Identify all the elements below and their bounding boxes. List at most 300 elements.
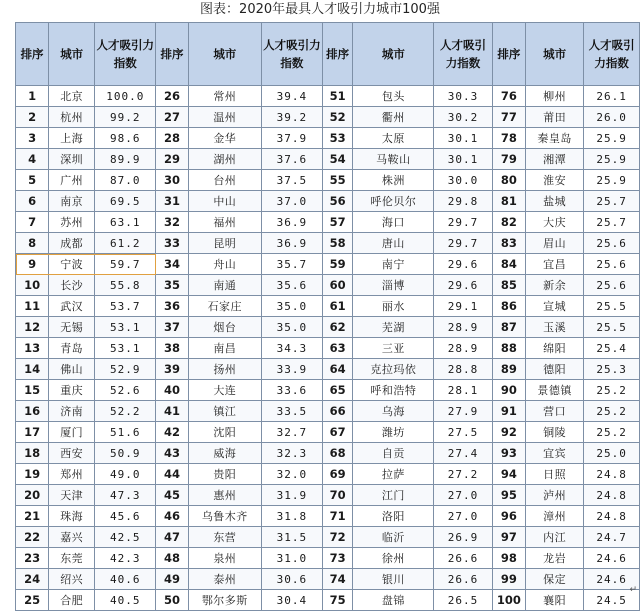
- city-cell: 西安: [49, 443, 95, 464]
- index-cell: 25.5: [584, 296, 640, 317]
- index-cell: 42.3: [95, 548, 156, 569]
- city-cell: 泸州: [526, 485, 584, 506]
- table-row: [16, 422, 640, 443]
- index-cell: 30.3: [434, 86, 492, 107]
- index-cell: 27.9: [434, 401, 492, 422]
- table-row: [16, 254, 640, 275]
- index-cell: 33.6: [261, 380, 322, 401]
- rank-cell: 74: [322, 569, 353, 590]
- index-cell: 30.4: [261, 590, 322, 611]
- city-cell: 威海: [188, 443, 261, 464]
- rank-cell: 94: [492, 464, 526, 485]
- city-cell: 南通: [188, 275, 261, 296]
- city-cell: 绵阳: [526, 338, 584, 359]
- rank-cell: 80: [492, 170, 526, 191]
- rank-cell: 95: [492, 485, 526, 506]
- rank-cell: 7: [16, 212, 49, 233]
- rank-cell: 40: [156, 380, 188, 401]
- rank-cell: 6: [16, 191, 49, 212]
- rank-cell: 82: [492, 212, 526, 233]
- index-cell: 39.4: [261, 86, 322, 107]
- city-cell: 宜昌: [526, 254, 584, 275]
- table-row: [16, 275, 640, 296]
- rank-cell: 89: [492, 359, 526, 380]
- header-index: 人才吸引力指数: [261, 23, 322, 86]
- index-cell: 31.9: [261, 485, 322, 506]
- rank-cell: 17: [16, 422, 49, 443]
- rank-cell: 84: [492, 254, 526, 275]
- table-row: [16, 590, 640, 611]
- rank-cell: 22: [16, 527, 49, 548]
- rank-cell: 53: [322, 128, 353, 149]
- rank-cell: 96: [492, 506, 526, 527]
- city-cell: 大庆: [526, 212, 584, 233]
- city-cell: 珠海: [49, 506, 95, 527]
- city-cell: 烟台: [188, 317, 261, 338]
- city-cell: 营口: [526, 401, 584, 422]
- city-cell: 南昌: [188, 338, 261, 359]
- rank-cell: 42: [156, 422, 188, 443]
- index-cell: 51.6: [95, 422, 156, 443]
- rank-cell: 18: [16, 443, 49, 464]
- index-cell: 25.3: [584, 359, 640, 380]
- rank-cell: 98: [492, 548, 526, 569]
- rank-cell: 47: [156, 527, 188, 548]
- city-cell: 内江: [526, 527, 584, 548]
- table-row: [16, 86, 640, 107]
- city-cell: 包头: [353, 86, 434, 107]
- index-cell: 69.5: [95, 191, 156, 212]
- table-row: [16, 191, 640, 212]
- rank-cell: 15: [16, 380, 49, 401]
- index-cell: 30.2: [434, 107, 492, 128]
- city-cell: 郑州: [49, 464, 95, 485]
- table-row: [16, 548, 640, 569]
- index-cell: 40.5: [95, 590, 156, 611]
- rank-cell: 46: [156, 506, 188, 527]
- city-cell: 南京: [49, 191, 95, 212]
- city-cell: 广州: [49, 170, 95, 191]
- index-cell: 28.1: [434, 380, 492, 401]
- rank-cell: 44: [156, 464, 188, 485]
- index-cell: 29.1: [434, 296, 492, 317]
- table-caption: 图表：2020年最具人才吸引力城市100强: [0, 0, 640, 22]
- city-cell: 盐城: [526, 191, 584, 212]
- index-cell: 37.5: [261, 170, 322, 191]
- rank-cell: 72: [322, 527, 353, 548]
- index-cell: 26.6: [434, 548, 492, 569]
- city-cell: 石家庄: [188, 296, 261, 317]
- city-cell: 镇江: [188, 401, 261, 422]
- index-cell: 35.7: [261, 254, 322, 275]
- rank-cell: 85: [492, 275, 526, 296]
- index-cell: 87.0: [95, 170, 156, 191]
- index-cell: 29.6: [434, 275, 492, 296]
- index-cell: 33.9: [261, 359, 322, 380]
- index-cell: 29.7: [434, 233, 492, 254]
- city-cell: 厦门: [49, 422, 95, 443]
- header-city: 城市: [526, 23, 584, 86]
- header-rank: 排序: [492, 23, 526, 86]
- rank-cell: 58: [322, 233, 353, 254]
- table-row: [16, 149, 640, 170]
- index-cell: 40.6: [95, 569, 156, 590]
- rank-cell: 13: [16, 338, 49, 359]
- city-cell: 景德镇: [526, 380, 584, 401]
- index-cell: 34.3: [261, 338, 322, 359]
- index-cell: 32.0: [261, 464, 322, 485]
- rank-cell: 8: [16, 233, 49, 254]
- city-cell: 重庆: [49, 380, 95, 401]
- index-cell: 25.9: [584, 170, 640, 191]
- city-cell: 武汉: [49, 296, 95, 317]
- city-cell: 太原: [353, 128, 434, 149]
- table-row: [16, 380, 640, 401]
- city-cell: 日照: [526, 464, 584, 485]
- rank-cell: 97: [492, 527, 526, 548]
- table-row: [16, 296, 640, 317]
- table-row: [16, 359, 640, 380]
- paragraph-mark-icon: ↵: [629, 585, 637, 595]
- index-cell: 52.9: [95, 359, 156, 380]
- index-cell: 39.2: [261, 107, 322, 128]
- city-cell: 江门: [353, 485, 434, 506]
- city-cell: 杭州: [49, 107, 95, 128]
- rank-cell: 83: [492, 233, 526, 254]
- city-cell: 上海: [49, 128, 95, 149]
- index-cell: 24.8: [584, 485, 640, 506]
- index-cell: 30.0: [434, 170, 492, 191]
- rank-cell: 45: [156, 485, 188, 506]
- rank-cell: 31: [156, 191, 188, 212]
- city-cell: 无锡: [49, 317, 95, 338]
- table-row: [16, 527, 640, 548]
- city-cell: 深圳: [49, 149, 95, 170]
- index-cell: 37.9: [261, 128, 322, 149]
- city-cell: 青岛: [49, 338, 95, 359]
- city-cell: 苏州: [49, 212, 95, 233]
- rank-cell: 79: [492, 149, 526, 170]
- city-cell: 铜陵: [526, 422, 584, 443]
- city-cell: 台州: [188, 170, 261, 191]
- city-cell: 眉山: [526, 233, 584, 254]
- rank-cell: 73: [322, 548, 353, 569]
- city-cell: 济南: [49, 401, 95, 422]
- index-cell: 49.0: [95, 464, 156, 485]
- index-cell: 24.7: [584, 527, 640, 548]
- city-cell: 泉州: [188, 548, 261, 569]
- rank-cell: 60: [322, 275, 353, 296]
- city-cell: 合肥: [49, 590, 95, 611]
- rank-cell: 78: [492, 128, 526, 149]
- index-cell: 25.9: [584, 149, 640, 170]
- table-row: [16, 401, 640, 422]
- index-cell: 28.9: [434, 338, 492, 359]
- index-cell: 25.6: [584, 254, 640, 275]
- city-cell: 嘉兴: [49, 527, 95, 548]
- rank-cell: 90: [492, 380, 526, 401]
- index-cell: 27.0: [434, 506, 492, 527]
- index-cell: 25.7: [584, 212, 640, 233]
- rank-cell: 1: [16, 86, 49, 107]
- rank-cell: 48: [156, 548, 188, 569]
- index-cell: 31.0: [261, 548, 322, 569]
- city-cell: 德阳: [526, 359, 584, 380]
- rank-cell: 65: [322, 380, 353, 401]
- header-city: 城市: [188, 23, 261, 86]
- index-cell: 99.2: [95, 107, 156, 128]
- city-cell: 乌海: [353, 401, 434, 422]
- rank-cell: 9: [16, 254, 49, 275]
- rank-cell: 61: [322, 296, 353, 317]
- index-cell: 42.5: [95, 527, 156, 548]
- city-cell: 泰州: [188, 569, 261, 590]
- index-cell: 24.8: [584, 506, 640, 527]
- city-cell: 丽水: [353, 296, 434, 317]
- index-cell: 24.6: [584, 569, 640, 590]
- city-cell: 秦皇岛: [526, 128, 584, 149]
- city-cell: 潍坊: [353, 422, 434, 443]
- index-cell: 37.0: [261, 191, 322, 212]
- rank-cell: 56: [322, 191, 353, 212]
- city-cell: 舟山: [188, 254, 261, 275]
- rank-cell: 34: [156, 254, 188, 275]
- city-cell: 株洲: [353, 170, 434, 191]
- index-cell: 25.4: [584, 338, 640, 359]
- index-cell: 63.1: [95, 212, 156, 233]
- index-cell: 25.7: [584, 191, 640, 212]
- header-city: 城市: [49, 23, 95, 86]
- index-cell: 30.6: [261, 569, 322, 590]
- index-cell: 25.2: [584, 422, 640, 443]
- city-cell: 柳州: [526, 86, 584, 107]
- index-cell: 24.5: [584, 590, 640, 611]
- index-cell: 26.9: [434, 527, 492, 548]
- city-cell: 呼伦贝尔: [353, 191, 434, 212]
- table-row: [16, 485, 640, 506]
- city-cell: 呼和浩特: [353, 380, 434, 401]
- rank-cell: 26: [156, 86, 188, 107]
- header-index: 人才吸引力指数: [584, 23, 640, 86]
- header-row: [16, 23, 640, 86]
- rank-cell: 27: [156, 107, 188, 128]
- table-row: [16, 443, 640, 464]
- city-cell: 新余: [526, 275, 584, 296]
- rank-cell: 87: [492, 317, 526, 338]
- table-row: [16, 233, 640, 254]
- header-index: 人才吸引力指数: [434, 23, 492, 86]
- rank-cell: 75: [322, 590, 353, 611]
- index-cell: 25.6: [584, 275, 640, 296]
- index-cell: 53.1: [95, 317, 156, 338]
- index-cell: 50.9: [95, 443, 156, 464]
- table-row: [16, 569, 640, 590]
- city-cell: 沈阳: [188, 422, 261, 443]
- index-cell: 53.1: [95, 338, 156, 359]
- city-cell: 盘锦: [353, 590, 434, 611]
- city-cell: 宣城: [526, 296, 584, 317]
- header-city: 城市: [353, 23, 434, 86]
- city-cell: 唐山: [353, 233, 434, 254]
- rank-cell: 69: [322, 464, 353, 485]
- rank-cell: 37: [156, 317, 188, 338]
- rank-cell: 10: [16, 275, 49, 296]
- index-cell: 32.3: [261, 443, 322, 464]
- rank-cell: 11: [16, 296, 49, 317]
- city-cell: 徐州: [353, 548, 434, 569]
- rank-cell: 30: [156, 170, 188, 191]
- index-cell: 26.1: [584, 86, 640, 107]
- city-cell: 东营: [188, 527, 261, 548]
- rank-cell: 12: [16, 317, 49, 338]
- index-cell: 29.8: [434, 191, 492, 212]
- rank-cell: 81: [492, 191, 526, 212]
- index-cell: 35.0: [261, 296, 322, 317]
- city-cell: 漳州: [526, 506, 584, 527]
- index-cell: 52.2: [95, 401, 156, 422]
- rank-cell: 77: [492, 107, 526, 128]
- index-cell: 26.6: [434, 569, 492, 590]
- rank-cell: 100: [492, 590, 526, 611]
- city-cell: 衢州: [353, 107, 434, 128]
- index-cell: 27.4: [434, 443, 492, 464]
- header-rank: 排序: [322, 23, 353, 86]
- city-cell: 自贡: [353, 443, 434, 464]
- index-cell: 25.9: [584, 128, 640, 149]
- rank-cell: 51: [322, 86, 353, 107]
- rank-cell: 49: [156, 569, 188, 590]
- rank-cell: 5: [16, 170, 49, 191]
- index-cell: 35.0: [261, 317, 322, 338]
- index-cell: 30.1: [434, 128, 492, 149]
- index-cell: 47.3: [95, 485, 156, 506]
- rank-cell: 64: [322, 359, 353, 380]
- index-cell: 45.6: [95, 506, 156, 527]
- city-cell: 湘潭: [526, 149, 584, 170]
- city-cell: 芜湖: [353, 317, 434, 338]
- rank-cell: 59: [322, 254, 353, 275]
- index-cell: 26.5: [434, 590, 492, 611]
- index-cell: 30.1: [434, 149, 492, 170]
- rank-cell: 76: [492, 86, 526, 107]
- rank-cell: 3: [16, 128, 49, 149]
- city-cell: 贵阳: [188, 464, 261, 485]
- rank-cell: 41: [156, 401, 188, 422]
- index-cell: 29.6: [434, 254, 492, 275]
- table-row: [16, 128, 640, 149]
- index-cell: 35.6: [261, 275, 322, 296]
- city-cell: 克拉玛依: [353, 359, 434, 380]
- rank-cell: 63: [322, 338, 353, 359]
- city-cell: 天津: [49, 485, 95, 506]
- rank-cell: 33: [156, 233, 188, 254]
- city-cell: 保定: [526, 569, 584, 590]
- city-cell: 襄阳: [526, 590, 584, 611]
- rank-cell: 39: [156, 359, 188, 380]
- city-cell: 海口: [353, 212, 434, 233]
- table-row: [16, 338, 640, 359]
- index-cell: 100.0: [95, 86, 156, 107]
- rank-cell: 28: [156, 128, 188, 149]
- city-cell: 湖州: [188, 149, 261, 170]
- city-cell: 南宁: [353, 254, 434, 275]
- rank-cell: 88: [492, 338, 526, 359]
- rank-cell: 86: [492, 296, 526, 317]
- index-cell: 25.2: [584, 401, 640, 422]
- city-cell: 宁波: [49, 254, 95, 275]
- index-cell: 52.6: [95, 380, 156, 401]
- city-cell: 淮安: [526, 170, 584, 191]
- rank-cell: 93: [492, 443, 526, 464]
- index-cell: 53.7: [95, 296, 156, 317]
- rank-cell: 23: [16, 548, 49, 569]
- rank-cell: 38: [156, 338, 188, 359]
- index-cell: 25.5: [584, 317, 640, 338]
- index-cell: 61.2: [95, 233, 156, 254]
- rank-cell: 21: [16, 506, 49, 527]
- index-cell: 24.6: [584, 548, 640, 569]
- rank-cell: 14: [16, 359, 49, 380]
- rank-cell: 25: [16, 590, 49, 611]
- city-cell: 中山: [188, 191, 261, 212]
- rank-cell: 70: [322, 485, 353, 506]
- rank-cell: 43: [156, 443, 188, 464]
- header-rank: 排序: [156, 23, 188, 86]
- index-cell: 33.5: [261, 401, 322, 422]
- index-cell: 31.5: [261, 527, 322, 548]
- rank-cell: 67: [322, 422, 353, 443]
- rank-cell: 91: [492, 401, 526, 422]
- rank-cell: 2: [16, 107, 49, 128]
- rank-cell: 19: [16, 464, 49, 485]
- city-cell: 临沂: [353, 527, 434, 548]
- index-cell: 28.8: [434, 359, 492, 380]
- table-row: [16, 464, 640, 485]
- city-cell: 马鞍山: [353, 149, 434, 170]
- table-body: [16, 86, 640, 611]
- city-cell: 乌鲁木齐: [188, 506, 261, 527]
- table-row: [16, 506, 640, 527]
- index-cell: 27.2: [434, 464, 492, 485]
- rank-cell: 20: [16, 485, 49, 506]
- table-row: [16, 170, 640, 191]
- header-index: 人才吸引力指数: [95, 23, 156, 86]
- city-cell: 温州: [188, 107, 261, 128]
- city-cell: 常州: [188, 86, 261, 107]
- rank-cell: 36: [156, 296, 188, 317]
- city-cell: 龙岩: [526, 548, 584, 569]
- city-cell: 成都: [49, 233, 95, 254]
- city-cell: 扬州: [188, 359, 261, 380]
- header-rank: 排序: [16, 23, 49, 86]
- index-cell: 89.9: [95, 149, 156, 170]
- table-row: [16, 317, 640, 338]
- index-cell: 25.0: [584, 443, 640, 464]
- rank-cell: 24: [16, 569, 49, 590]
- index-cell: 27.0: [434, 485, 492, 506]
- city-cell: 昆明: [188, 233, 261, 254]
- table-row: [16, 107, 640, 128]
- index-cell: 36.9: [261, 212, 322, 233]
- rank-cell: 32: [156, 212, 188, 233]
- rank-cell: 55: [322, 170, 353, 191]
- city-cell: 拉萨: [353, 464, 434, 485]
- city-cell: 莆田: [526, 107, 584, 128]
- index-cell: 37.6: [261, 149, 322, 170]
- index-cell: 36.9: [261, 233, 322, 254]
- city-cell: 银川: [353, 569, 434, 590]
- index-cell: 32.7: [261, 422, 322, 443]
